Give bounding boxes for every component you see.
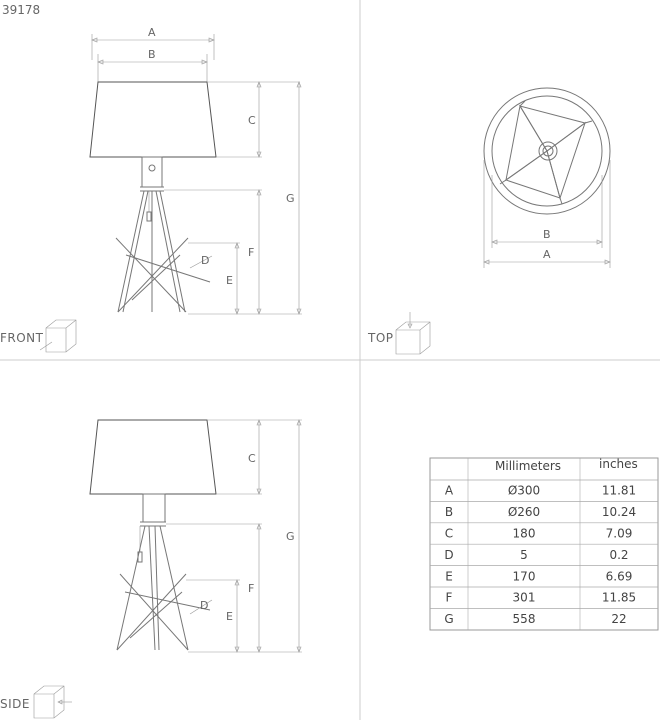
table-cell-in: 10.24 — [601, 505, 637, 520]
front-view — [0, 26, 302, 352]
dimension-b-top-label: B — [543, 228, 551, 241]
dimension-b-label: B — [148, 48, 156, 61]
top-view-cube-icon — [396, 312, 430, 354]
dimension-d-front — [190, 254, 212, 268]
dimension-f-side-label: F — [248, 582, 255, 595]
table-cell-mm: 301 — [512, 590, 536, 605]
table-cell-in: 22 — [611, 612, 627, 627]
dimension-e-side-label: E — [226, 610, 233, 623]
dimension-e-label: E — [226, 274, 233, 287]
dimension-c-side-label: C — [248, 452, 256, 465]
dimension-b-top — [492, 175, 602, 248]
table-cell-in: 0.2 — [609, 547, 629, 562]
lamp-shade-side — [90, 420, 216, 494]
table-cell-in: 6.69 — [605, 569, 633, 584]
dimension-b-front — [98, 48, 207, 82]
table-cell-mm: Ø300 — [507, 483, 541, 498]
tripod-legs-top — [500, 101, 592, 204]
top-view-label: TOP — [368, 331, 394, 345]
dimension-f-front — [164, 190, 262, 314]
dimension-f-side — [166, 524, 262, 652]
tripod-legs-front — [116, 191, 210, 312]
table-cell-key: A — [444, 483, 454, 498]
table-header-in: inches — [599, 457, 638, 471]
table-cell-mm: Ø260 — [507, 505, 541, 520]
socket-top — [539, 142, 557, 160]
table-cell-in: 11.85 — [601, 590, 637, 605]
table-cell-key: G — [444, 612, 454, 627]
table-cell-mm: 558 — [512, 612, 536, 627]
lamp-shade-front — [90, 82, 216, 157]
dimension-g-side-label: G — [286, 530, 295, 543]
dimension-d-label: D — [201, 254, 210, 267]
dimension-e-side — [186, 580, 240, 652]
product-code: 39178 — [2, 3, 41, 17]
lamp-socket-side — [143, 494, 165, 522]
tripod-legs-side — [117, 526, 210, 650]
side-view — [0, 420, 302, 718]
table-cell-key: B — [444, 505, 454, 520]
dimension-c-front — [207, 82, 300, 157]
lamp-socket-front — [142, 157, 162, 187]
table-cell-mm: 170 — [512, 569, 536, 584]
dimension-g-label: G — [286, 192, 295, 205]
dimension-e-front — [188, 243, 240, 314]
front-view-cube-icon — [40, 320, 76, 352]
table-cell-mm: 5 — [520, 547, 528, 562]
dimension-c-label: C — [248, 114, 256, 127]
table-cell-key: C — [444, 526, 454, 541]
dimension-a-label: A — [148, 26, 156, 39]
front-view-label: FRONT — [0, 331, 44, 345]
table-cell-key: F — [445, 590, 453, 605]
side-view-label: SIDE — [0, 697, 30, 711]
table-cell-mm: 180 — [512, 526, 536, 541]
dimensions-table — [430, 457, 658, 630]
side-view-cube-icon — [34, 686, 72, 718]
dimension-d-side-label: D — [200, 599, 209, 612]
dimension-a-top-label: A — [543, 248, 551, 261]
dimension-f-label: F — [248, 246, 255, 259]
table-cell-key: D — [444, 547, 454, 562]
table-cell-in: 11.81 — [601, 483, 637, 498]
dimension-c-side — [207, 420, 302, 494]
top-view — [367, 88, 610, 354]
table-cell-in: 7.09 — [605, 526, 633, 541]
table-cell-key: E — [445, 569, 453, 584]
table-header-mm: Millimeters — [495, 459, 562, 473]
